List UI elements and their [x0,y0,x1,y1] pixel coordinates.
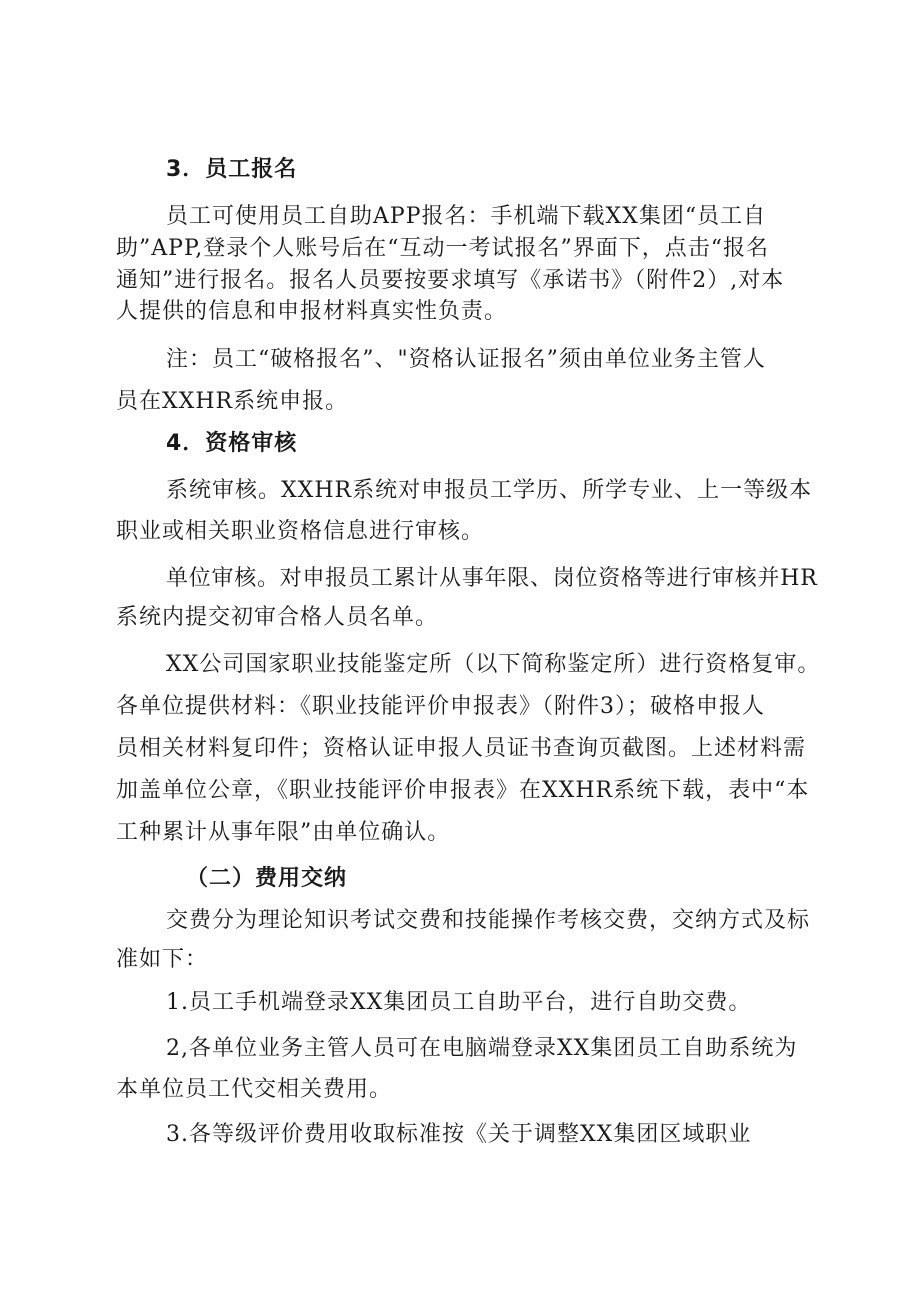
list-item: 1.员工手机端登录XX集团员工自助平台，进行自助交费。 [166,990,752,1015]
section-4-heading: 4．资格审核 [166,431,298,456]
fees-heading: （二）费用交纳 [186,866,348,891]
note-line: 员在XXHR系统申报。 [116,389,349,414]
list-item-continuation: 本单位员工代交相关费用。 [116,1077,393,1102]
paragraph-line: 交费分为理论知识考试交费和技能操作考核交费，交纳方式及标 [166,908,811,933]
paragraph-line: 系统内提交初审合格人员名单。 [116,605,439,630]
paragraph-line: 准如下： [116,947,209,972]
paragraph-line: 系统审核。XXHR系统对申报员工学历、所学专业、上一等级本 [166,478,813,503]
paragraph-line: 职业或相关职业资格信息进行审核。 [116,519,485,544]
paragraph-line: 工种累计从事年限”由单位确认。 [116,820,451,845]
list-item: 2,各单位业务主管人员可在电脑端登录XX集团员工自助系统为 [166,1036,798,1061]
list-item: 3.各等级评价费用收取标准按《关于调整XX集团区域职业 [166,1122,752,1147]
section-3-heading: 3．员工报名 [166,157,298,182]
paragraph-line: XX公司国家职业技能鉴定所（以下简称鉴定所）进行资格复审。 [166,652,821,677]
paragraph-line: 员工可使用员工自助APP报名：手机端下载XX集团“员工自 [166,204,767,229]
paragraph-line: 人提供的信息和申报材料真实性负责。 [116,299,508,324]
paragraph-line: 单位审核。对申报员工累计从事年限、岗位资格等进行审核并HR [166,566,818,591]
paragraph-line: 员相关材料复印件；资格认证申报人员证书查询页截图。上述材料需 [116,736,807,761]
paragraph-line: 各单位提供材料：《职业技能评价申报表》（附件3）；破格申报人 [116,694,765,719]
paragraph-line: 通知”进行报名。报名人员要按要求填写《承诺书》（附件2）,对本 [116,268,785,293]
note-line: 注：员工“破格报名”、"资格认证报名”须由单位业务主管人 [166,347,766,372]
paragraph-line: 助”APP,登录个人账号后在“互动一考试报名”界面下，点击“报名 [116,236,770,261]
paragraph-line: 加盖单位公章，《职业技能评价申报表》在XXHR系统下载，表中“本 [116,778,810,803]
